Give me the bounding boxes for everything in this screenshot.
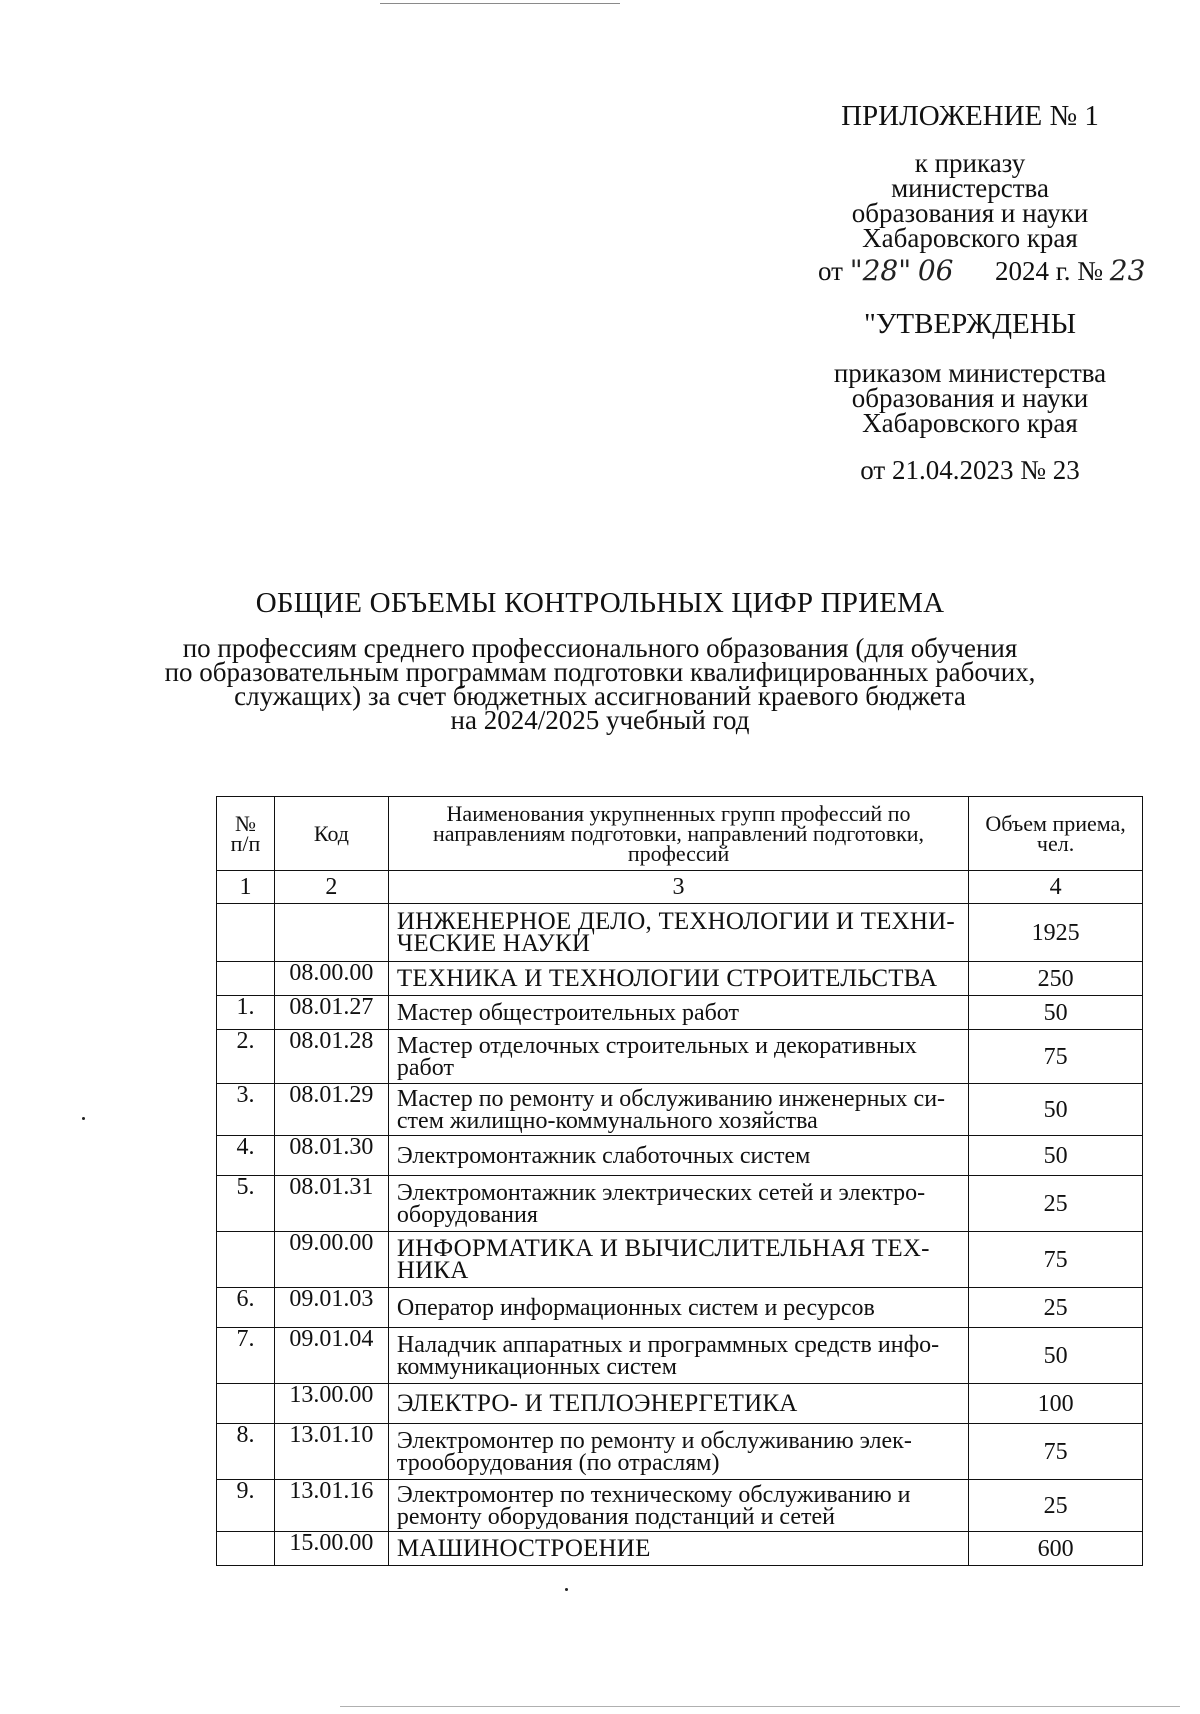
order-day-handwritten: "28" — [849, 254, 912, 287]
title-line: служащих) за счет бюджетных ассигнований краевого бюджета — [234, 681, 966, 711]
header-code: Код — [274, 797, 388, 871]
table-row — [217, 1328, 1143, 1384]
appendix-line: Хабаровского края — [862, 223, 1078, 253]
approved-line: приказом министерства — [833, 358, 1107, 388]
row-code: 13.00.00 — [274, 1384, 388, 1424]
row-num — [217, 1232, 275, 1288]
row-num: 3. — [217, 1084, 275, 1136]
scan-speck-left — [82, 1117, 85, 1120]
appendix-block — [780, 100, 1160, 253]
row-code: 13.01.16 — [274, 1480, 388, 1532]
row-code: 09.01.04 — [274, 1328, 388, 1384]
title-line: по образовательным программам подготовки квалифицированных рабочих, — [164, 657, 1036, 687]
table-row — [217, 1136, 1143, 1176]
table-row — [217, 996, 1143, 1030]
row-name: Наладчик аппаратных и программных средств инфо-коммуникационных систем — [388, 1328, 968, 1384]
approved-heading: "УТВЕРЖДЕНЫ — [864, 308, 1076, 340]
index-cell: 1 — [217, 871, 275, 904]
row-num — [217, 904, 275, 962]
row-value: 25 — [969, 1288, 1143, 1328]
appendix-line: образования и науки — [851, 198, 1089, 228]
row-num: 7. — [217, 1328, 275, 1384]
row-num: 2. — [217, 1030, 275, 1084]
row-name: ТЕХНИКА И ТЕХНОЛОГИИ СТРОИТЕЛЬСТВА — [388, 962, 968, 996]
row-num: 9. — [217, 1480, 275, 1532]
row-value: 75 — [969, 1424, 1143, 1480]
scan-artifact-bottom — [340, 1706, 1180, 1707]
approved-block — [800, 308, 1140, 485]
row-code: 08.01.31 — [274, 1176, 388, 1232]
row-num: 6. — [217, 1288, 275, 1328]
row-value: 50 — [969, 996, 1143, 1030]
row-code: 09.01.03 — [274, 1288, 388, 1328]
row-num: 5. — [217, 1176, 275, 1232]
header-num: № п/п — [217, 797, 275, 871]
table-row — [217, 1176, 1143, 1232]
row-num — [217, 1384, 275, 1424]
header-volume: Объем приема, чел. — [969, 797, 1143, 871]
row-name: Электромонтажник слаботочных систем — [388, 1136, 968, 1176]
row-value: 50 — [969, 1084, 1143, 1136]
appendix-heading: ПРИЛОЖЕНИЕ № 1 — [841, 100, 1099, 132]
row-code: 08.00.00 — [274, 962, 388, 996]
row-code: 08.01.28 — [274, 1030, 388, 1084]
row-value: 25 — [969, 1176, 1143, 1232]
row-value: 75 — [969, 1232, 1143, 1288]
index-cell: 2 — [274, 871, 388, 904]
approved-line: образования и науки — [851, 383, 1089, 413]
row-name: Электромонтер по техническому обслуживанию и ремонту оборудования подстанций и сетей — [388, 1480, 968, 1532]
row-value: 600 — [969, 1532, 1143, 1566]
row-num: 4. — [217, 1136, 275, 1176]
row-name: Мастер по ремонту и обслуживанию инженерных си-стем жилищно-коммунального хозяйства — [388, 1084, 968, 1136]
document-title — [100, 587, 1100, 735]
row-code: 08.01.29 — [274, 1084, 388, 1136]
table-row — [217, 1084, 1143, 1136]
row-value: 50 — [969, 1136, 1143, 1176]
row-name: Электромонтажник электрических сетей и электро-оборудования — [388, 1176, 968, 1232]
index-cell: 4 — [969, 871, 1143, 904]
row-code: 13.01.10 — [274, 1424, 388, 1480]
column-index-row — [217, 871, 1143, 904]
table-row — [217, 1480, 1143, 1532]
row-value: 250 — [969, 962, 1143, 996]
header-name: Наименования укрупненных групп профессий по направлениям подготовки, направлений подготовки, профессий — [388, 797, 968, 871]
title-line: на 2024/2025 учебный год — [450, 705, 750, 735]
row-num: 8. — [217, 1424, 275, 1480]
row-code — [274, 904, 388, 962]
row-name: Мастер отделочных строительных и декоративных работ — [388, 1030, 968, 1084]
row-num — [217, 1532, 275, 1566]
table-row — [217, 904, 1143, 962]
table-row — [217, 1288, 1143, 1328]
row-name: ЭЛЕКТРО- И ТЕПЛОЭНЕРГЕТИКА — [388, 1384, 968, 1424]
order-date-line — [818, 254, 1145, 287]
table-row — [217, 1232, 1143, 1288]
row-name: Электромонтер по ремонту и обслуживанию элек-трооборудования (по отраслям) — [388, 1424, 968, 1480]
row-name: МАШИНОСТРОЕНИЕ — [388, 1532, 968, 1566]
table-row — [217, 1532, 1143, 1566]
index-cell: 3 — [388, 871, 968, 904]
row-code: 08.01.27 — [274, 996, 388, 1030]
row-name: Оператор информационных систем и ресурсов — [388, 1288, 968, 1328]
row-num: 1. — [217, 996, 275, 1030]
row-value: 50 — [969, 1328, 1143, 1384]
row-value: 25 — [969, 1480, 1143, 1532]
row-value: 100 — [969, 1384, 1143, 1424]
row-code: 15.00.00 — [274, 1532, 388, 1566]
row-name: ИНФОРМАТИКА И ВЫЧИСЛИТЕЛЬНАЯ ТЕХ-НИКА — [388, 1232, 968, 1288]
title-main: ОБЩИЕ ОБЪЕМЫ КОНТРОЛЬНЫХ ЦИФР ПРИЕМА — [255, 587, 945, 619]
order-month-handwritten: 06 — [917, 254, 954, 287]
table-row — [217, 1424, 1143, 1480]
appendix-line: к приказу — [914, 148, 1026, 178]
approved-order: от 21.04.2023 № 23 — [860, 455, 1080, 485]
table-row — [217, 1384, 1143, 1424]
approved-line: Хабаровского края — [862, 408, 1078, 438]
row-value: 75 — [969, 1030, 1143, 1084]
row-code: 09.00.00 — [274, 1232, 388, 1288]
scan-speck-bottom — [565, 1588, 568, 1591]
order-prefix: от — [818, 256, 843, 286]
scan-artifact-top — [380, 3, 620, 4]
appendix-line: министерства — [891, 173, 1049, 203]
admission-table — [216, 796, 1143, 1566]
row-value: 1925 — [969, 904, 1143, 962]
row-code: 08.01.30 — [274, 1136, 388, 1176]
row-name: Мастер общестроительных работ — [388, 996, 968, 1030]
table-row — [217, 962, 1143, 996]
table-row — [217, 1030, 1143, 1084]
order-number-handwritten: 23 — [1109, 254, 1146, 287]
order-year: 2024 г. № — [994, 256, 1104, 286]
row-name: ИНЖЕНЕРНОЕ ДЕЛО, ТЕХНОЛОГИИ И ТЕХНИ-ЧЕСКИЕ НАУКИ — [388, 904, 968, 962]
title-line: по профессиям среднего профессионального образования (для обучения — [182, 633, 1018, 663]
row-num — [217, 962, 275, 996]
